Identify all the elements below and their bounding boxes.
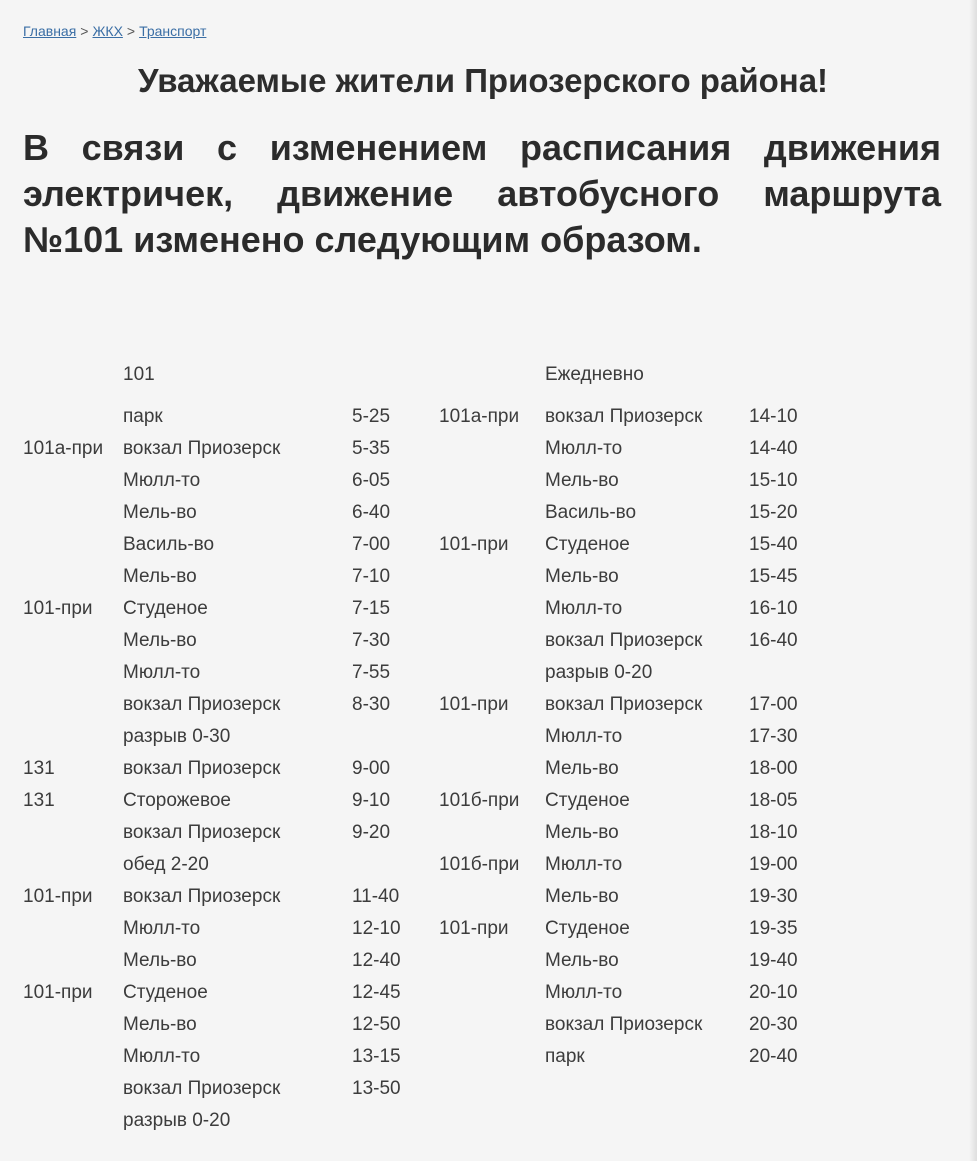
right-time-cell: 15-20	[749, 502, 798, 523]
left-time-cell: 13-50	[352, 1078, 401, 1099]
schedule-row	[0, 598, 977, 630]
right-stop-cell: Мель-во	[545, 886, 619, 907]
right-route-cell: 101-при	[439, 694, 509, 715]
right-stop-cell: Мюлл-то	[545, 598, 623, 619]
left-time-cell: 12-45	[352, 982, 401, 1003]
right-time-cell: 20-30	[749, 1014, 798, 1035]
right-time-cell: 14-10	[749, 406, 798, 427]
left-stop-cell: Студеное	[123, 982, 208, 1003]
left-time-cell: 13-15	[352, 1046, 401, 1067]
right-stop-cell: Мюлл-то	[545, 726, 623, 747]
left-stop-cell: вокзал Приозерск	[123, 886, 281, 907]
schedule-row	[0, 726, 977, 758]
left-time-cell: 7-55	[352, 662, 391, 683]
left-stop-cell: вокзал Приозерск	[123, 438, 281, 459]
left-stop-cell: разрыв 0-20	[123, 1110, 231, 1131]
left-stop-cell: вокзал Приозерск	[123, 694, 281, 715]
right-time-cell: 16-10	[749, 598, 798, 619]
breadcrumb-separator: >	[80, 23, 89, 39]
left-stop-cell: Сторожевое	[123, 790, 231, 811]
right-time-cell: 17-00	[749, 694, 798, 715]
left-route-cell: 101-при	[23, 982, 93, 1003]
right-time-cell: 20-40	[749, 1046, 798, 1067]
page-heading: Уважаемые жители Приозерского района!	[137, 62, 829, 99]
right-time-cell: 19-40	[749, 950, 798, 971]
right-stop-cell: Студеное	[545, 918, 630, 939]
right-stop-cell: Мюлл-то	[545, 982, 623, 1003]
left-stop-cell: Мель-во	[123, 566, 197, 587]
left-stop-cell: разрыв 0-30	[123, 726, 231, 747]
schedule-row	[0, 534, 977, 566]
right-time-cell: 15-45	[749, 566, 798, 587]
schedule-row	[0, 790, 977, 822]
left-stop-cell: Мюлл-то	[123, 1046, 201, 1067]
schedule-row	[0, 982, 977, 1014]
right-stop-cell: Студеное	[545, 534, 630, 555]
right-stop-cell: вокзал Приозерск	[545, 694, 703, 715]
breadcrumb-current-link[interactable]: Транспорт	[139, 23, 207, 39]
schedule-days: Ежедневно	[545, 364, 644, 385]
right-stop-cell: Мюлл-то	[545, 854, 623, 875]
right-time-cell: 20-10	[749, 982, 798, 1003]
left-time-cell: 8-30	[352, 694, 391, 715]
breadcrumb	[23, 23, 206, 39]
right-time-cell: 18-05	[749, 790, 798, 811]
left-time-cell: 7-00	[352, 534, 391, 555]
left-stop-cell: вокзал Приозерск	[123, 822, 281, 843]
right-time-cell: 15-10	[749, 470, 798, 491]
breadcrumb-separator: >	[126, 23, 136, 39]
right-time-cell: 19-00	[749, 854, 798, 875]
left-time-cell: 9-20	[352, 822, 391, 843]
schedule-row	[0, 918, 977, 950]
breadcrumb-home-link[interactable]: Главная	[23, 23, 77, 39]
left-time-cell: 12-40	[352, 950, 401, 971]
right-stop-cell: Студеное	[545, 790, 630, 811]
right-stop-cell: разрыв 0-20	[545, 662, 653, 683]
schedule-row	[0, 1078, 977, 1110]
right-stop-cell: Мель-во	[545, 822, 619, 843]
schedule-row	[0, 1014, 977, 1046]
schedule-row	[0, 758, 977, 790]
left-stop-cell: вокзал Приозерск	[123, 1078, 281, 1099]
schedule-row	[0, 438, 977, 470]
left-time-cell: 5-35	[352, 438, 391, 459]
right-route-cell: 101-при	[439, 918, 509, 939]
schedule-table	[0, 406, 977, 1142]
left-time-cell: 5-25	[352, 406, 391, 427]
right-stop-cell: Василь-во	[545, 502, 637, 523]
left-time-cell: 12-10	[352, 918, 401, 939]
right-stop-cell: вокзал Приозерск	[545, 630, 703, 651]
left-stop-cell: Мель-во	[123, 502, 197, 523]
left-route-cell: 131	[23, 758, 55, 779]
left-stop-cell: обед 2-20	[123, 854, 209, 875]
schedule-row	[0, 470, 977, 502]
left-route-cell: 101а-при	[23, 438, 104, 459]
schedule-row	[0, 1110, 977, 1142]
left-time-cell: 11-40	[352, 886, 400, 907]
left-stop-cell: Василь-во	[123, 534, 215, 555]
schedule-row	[0, 502, 977, 534]
schedule-row	[0, 406, 977, 438]
right-stop-cell: вокзал Приозерск	[545, 1014, 703, 1035]
schedule-row	[0, 886, 977, 918]
right-time-cell: 18-00	[749, 758, 798, 779]
left-time-cell: 9-10	[352, 790, 391, 811]
left-stop-cell: Мюлл-то	[123, 918, 201, 939]
left-stop-cell: Мель-во	[123, 630, 197, 651]
right-route-cell: 101а-при	[439, 406, 520, 427]
schedule-row	[0, 854, 977, 886]
left-time-cell: 12-50	[352, 1014, 401, 1035]
left-route-cell: 101-при	[23, 886, 93, 907]
right-stop-cell: Мель-во	[545, 758, 619, 779]
schedule-row	[0, 662, 977, 694]
schedule-route-number: 101	[123, 364, 155, 385]
breadcrumb-section-link[interactable]: ЖКХ	[92, 23, 123, 39]
left-time-cell: 6-40	[352, 502, 391, 523]
right-time-cell: 19-35	[749, 918, 798, 939]
right-stop-cell: Мюлл-то	[545, 438, 623, 459]
left-time-cell: 7-30	[352, 630, 391, 651]
schedule-row	[0, 694, 977, 726]
right-route-cell: 101б-при	[439, 854, 520, 875]
left-stop-cell: Мюлл-то	[123, 470, 201, 491]
right-route-cell: 101-при	[439, 534, 509, 555]
right-time-cell: 15-40	[749, 534, 798, 555]
right-stop-cell: Мель-во	[545, 950, 619, 971]
left-route-cell: 101-при	[23, 598, 93, 619]
announcement-text: В связи с изменением расписания движения электричек, движение автобусного маршрута №101 изменено следующим образом.	[23, 127, 941, 260]
left-stop-cell: парк	[123, 406, 163, 427]
right-stop-cell: парк	[545, 1046, 585, 1067]
right-route-cell: 101б-при	[439, 790, 520, 811]
schedule-row	[0, 950, 977, 982]
schedule-row	[0, 822, 977, 854]
left-time-cell: 9-00	[352, 758, 391, 779]
left-route-cell: 131	[23, 790, 55, 811]
right-stop-cell: Мель-во	[545, 566, 619, 587]
left-time-cell: 7-15	[352, 598, 391, 619]
left-stop-cell: Мель-во	[123, 1014, 197, 1035]
right-time-cell: 14-40	[749, 438, 798, 459]
right-time-cell: 18-10	[749, 822, 798, 843]
left-stop-cell: Мюлл-то	[123, 662, 201, 683]
left-stop-cell: вокзал Приозерск	[123, 758, 281, 779]
right-time-cell: 16-40	[749, 630, 798, 651]
left-stop-cell: Студеное	[123, 598, 208, 619]
left-time-cell: 7-10	[352, 566, 391, 587]
schedule-row	[0, 566, 977, 598]
right-stop-cell: вокзал Приозерск	[545, 406, 703, 427]
right-time-cell: 17-30	[749, 726, 798, 747]
left-time-cell: 6-05	[352, 470, 391, 491]
schedule-row	[0, 1046, 977, 1078]
right-stop-cell: Мель-во	[545, 470, 619, 491]
schedule-row	[0, 630, 977, 662]
right-time-cell: 19-30	[749, 886, 798, 907]
left-stop-cell: Мель-во	[123, 950, 197, 971]
